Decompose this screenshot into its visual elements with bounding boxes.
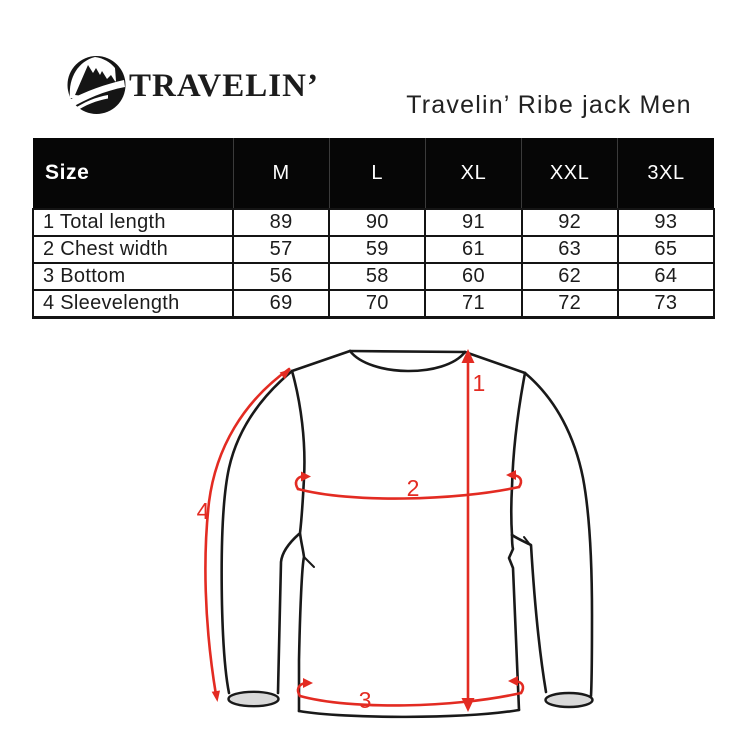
- table-header-row: [33, 138, 714, 209]
- cell-value: 64: [618, 263, 714, 290]
- cell-value: 69: [233, 290, 329, 318]
- cell-value: 92: [522, 209, 618, 236]
- brand-wordmark: TRAVELIN’: [129, 68, 319, 104]
- arrow-bottom: [300, 693, 521, 705]
- row-label-sleevelength: 4 Sleevelength: [33, 290, 233, 318]
- table-row: [33, 236, 714, 263]
- shirt-outline: [222, 351, 592, 717]
- row-label-total-length: 1 Total length: [33, 209, 233, 236]
- left-cuff: [229, 692, 279, 706]
- cell-value: 59: [329, 236, 425, 263]
- cell-value: 58: [329, 263, 425, 290]
- header-col-l: L: [329, 138, 425, 209]
- cell-value: 89: [233, 209, 329, 236]
- header-col-xxl: XXL: [522, 138, 618, 209]
- cell-value: 90: [329, 209, 425, 236]
- header-col-m: M: [233, 138, 329, 209]
- label-bottom: 3: [358, 687, 372, 713]
- cell-value: 61: [425, 236, 521, 263]
- arrow-sleeve-length: [205, 369, 289, 695]
- cell-value: 71: [425, 290, 521, 318]
- cell-value: 57: [233, 236, 329, 263]
- product-title: Travelin’ Ribe jack Men: [406, 91, 692, 119]
- size-table: [32, 138, 713, 319]
- right-cuff: [546, 693, 593, 707]
- shirt-measurement-diagram: [180, 330, 610, 730]
- row-label-chest-width: 2 Chest width: [33, 236, 233, 263]
- cell-value: 93: [618, 209, 714, 236]
- row-label-bottom: 3 Bottom: [33, 263, 233, 290]
- cell-value: 60: [425, 263, 521, 290]
- cell-value: 65: [618, 236, 714, 263]
- cell-value: 72: [522, 290, 618, 318]
- cell-value: 56: [233, 263, 329, 290]
- cell-value: 73: [618, 290, 714, 318]
- cell-value: 63: [522, 236, 618, 263]
- cell-value: 62: [522, 263, 618, 290]
- table-row: [33, 263, 714, 290]
- cell-value: 70: [329, 290, 425, 318]
- header-col-3xl: 3XL: [618, 138, 714, 209]
- label-sleeve-length: 4: [196, 498, 210, 524]
- measurement-arrows: [205, 349, 523, 712]
- travelin-logo-icon: [66, 54, 128, 116]
- cell-value: 91: [425, 209, 521, 236]
- header-col-xl: XL: [425, 138, 521, 209]
- label-total-length: 1: [472, 370, 486, 396]
- table-row: [33, 209, 714, 236]
- label-chest-width: 2: [406, 475, 420, 501]
- table-row: [33, 290, 714, 318]
- header-size-label: Size: [33, 138, 233, 209]
